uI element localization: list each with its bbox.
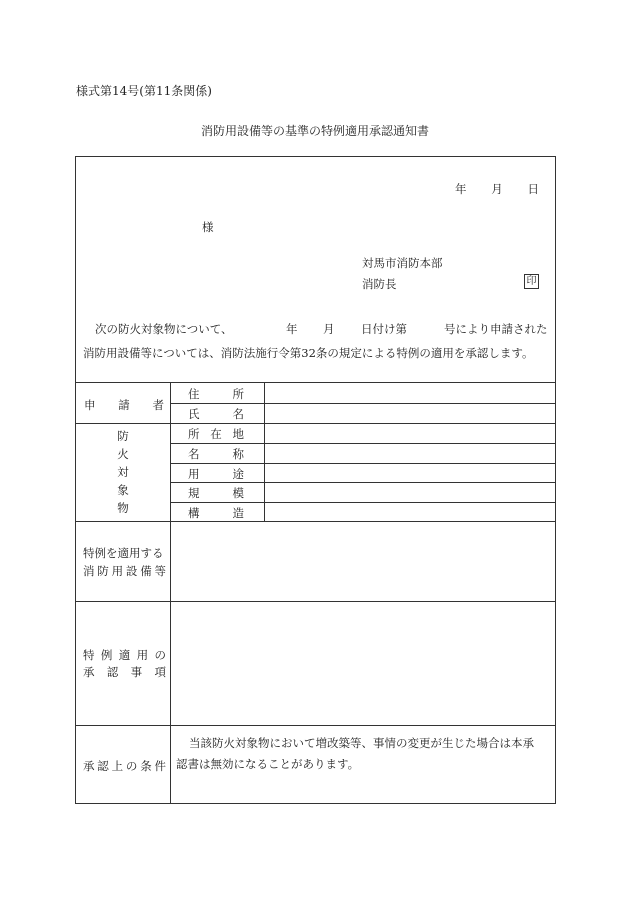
rule-approval-bottom <box>75 725 556 726</box>
condition-text-line1: 当該防火対象物において増改築等、事情の変更が生じた場合は本承 <box>189 736 534 750</box>
body-year: 年 <box>286 322 298 336</box>
approval-label-line1: 特 例 適 用 の <box>83 648 166 662</box>
issuer-org: 対馬市消防本部 <box>362 256 443 270</box>
rule-target-4 <box>170 502 556 503</box>
equipment-label-line1: 特例を適用する <box>83 546 164 560</box>
rule-applicant-bottom <box>75 423 556 424</box>
rule-target-3 <box>170 482 556 483</box>
condition-label: 承 認 上 の 条 件 <box>83 759 166 773</box>
notice-date: 年 月 日 <box>455 182 539 196</box>
approval-label-line2: 承 認 事 項 <box>83 665 166 679</box>
rule-equipment-bottom <box>75 601 556 602</box>
form-number: 様式第14号(第11条関係) <box>76 84 212 98</box>
form-frame <box>75 156 556 804</box>
body-line2: 消防用設備等については、消防法施行令第32条の規定による特例の適用を承認します。 <box>83 346 534 360</box>
equipment-label-line2: 消 防 用 設 備 等 <box>83 564 166 578</box>
rule-target-2 <box>170 463 556 464</box>
rule-field-column <box>264 382 265 521</box>
document-title: 消防用設備等の基準の特例適用承認通知書 <box>200 124 429 138</box>
target-name-label: 名 称 <box>188 447 244 461</box>
issuer-title: 消防長 <box>362 277 397 291</box>
seal-mark: 印 <box>524 274 539 289</box>
addressee-suffix: 様 <box>202 220 214 234</box>
condition-text-line2: 認書は無効になることがあります。 <box>176 757 360 771</box>
body-line1-end: 号により申請された <box>444 322 548 336</box>
target-scale-label: 規 模 <box>188 486 244 500</box>
rule-notice-bottom <box>75 382 556 383</box>
body-month: 月 <box>323 322 335 336</box>
target-label: 防 火 対 象 物 <box>117 429 129 515</box>
applicant-name-label: 氏 名 <box>188 407 244 421</box>
rule-applicant-mid <box>170 403 556 404</box>
body-dated: 日付け第 <box>361 322 407 336</box>
target-use-label: 用 途 <box>188 467 244 481</box>
target-location-label: 所 在 地 <box>188 427 244 441</box>
applicant-address-label: 住 所 <box>188 387 244 401</box>
applicant-label: 申 請 者 <box>84 398 164 412</box>
rule-target-bottom <box>75 521 556 522</box>
rule-label-column <box>170 382 171 804</box>
body-line1-start: 次の防火対象物について、 <box>95 322 233 336</box>
target-structure-label: 構 造 <box>188 506 244 520</box>
rule-target-1 <box>170 443 556 444</box>
